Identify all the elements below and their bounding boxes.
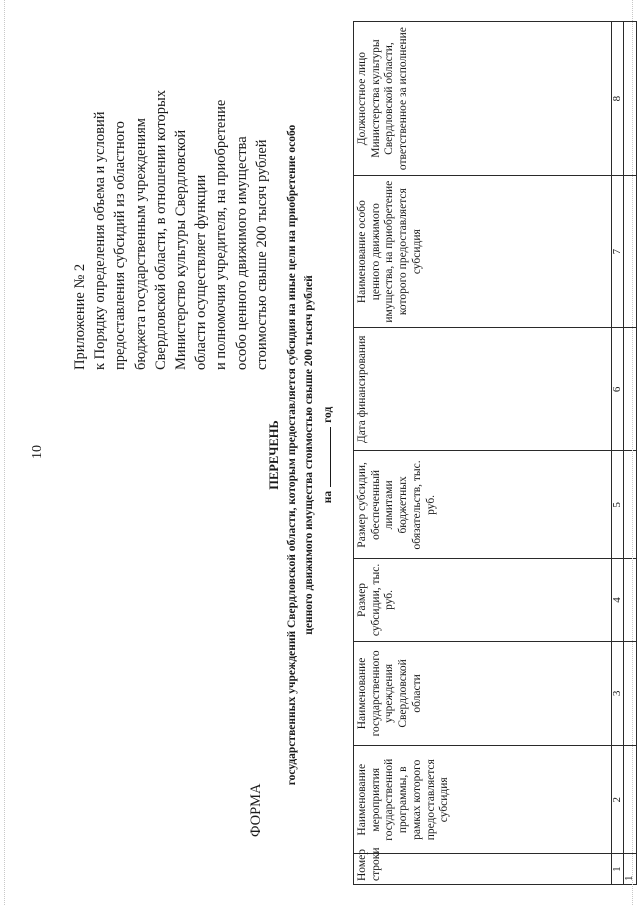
column-header: Должностное лицо Министерства культуры Свердловской области, ответственное за исполнение	[354, 22, 612, 176]
table-cell[interactable]	[624, 328, 637, 451]
document-title	[266, 45, 337, 865]
appendix-line: бюджета государственным учреждениям	[132, 118, 149, 370]
table-cell[interactable]	[624, 559, 637, 641]
column-header: Наименование мероприятия государственной программы, в рамках которого предоставляется субсидия	[354, 746, 612, 854]
title-year-line	[319, 45, 338, 865]
page-number: 10	[30, 445, 45, 459]
year-prefix: на	[321, 490, 334, 504]
column-number-cell: 6	[612, 328, 624, 451]
appendix-line: особо ценного движимого имущества	[233, 136, 250, 370]
year-suffix: год	[321, 406, 334, 423]
column-header: Наименование государственного учреждения Свердловской области	[354, 641, 612, 746]
column-number-cell: 2	[612, 746, 624, 854]
appendix-line: предоставления субсидий из областного	[112, 121, 129, 370]
table-column-numbers-row	[612, 22, 624, 885]
appendix-line: Приложение № 2	[72, 263, 88, 370]
column-number-cell: 5	[612, 451, 624, 559]
column-number-cell: 4	[612, 559, 624, 641]
table-cell[interactable]	[624, 176, 637, 328]
table-row	[624, 22, 637, 885]
table-cell[interactable]	[624, 746, 637, 854]
year-blank-field[interactable]	[319, 427, 331, 487]
table-header-row	[354, 22, 612, 885]
column-number-cell: 7	[612, 176, 624, 328]
form-label: ФОРМА	[248, 783, 264, 837]
appendix-note	[70, 40, 272, 370]
column-number-cell: 3	[612, 641, 624, 746]
appendix-line: Свердловской области, в отношении которых	[152, 89, 169, 370]
column-number-cell: 1	[612, 854, 624, 885]
appendix-line: области осуществляет функции	[193, 174, 210, 370]
column-header: Номер строки	[354, 854, 612, 885]
column-header: Дата финансирования	[354, 328, 612, 451]
table-cell[interactable]	[624, 22, 637, 176]
appendix-line: и полномочия учредителя, на приобретение	[213, 99, 230, 370]
title-line-1: государственных учреждений Свердловской области, которым предоставляется субсидия на иные цели на приобретение особо	[285, 124, 298, 786]
scan-edge-top	[4, 0, 5, 905]
table-cell[interactable]	[624, 641, 637, 746]
title-main: ПЕРЕЧЕНЬ	[267, 420, 281, 490]
title-line-2: ценного движимого имущества стоимостью свыше 200 тысяч рублей	[303, 275, 315, 635]
column-header: Размер субсидии, тыс. руб.	[354, 559, 612, 641]
appendix-line: стоимостью свыше 200 тысяч рублей	[253, 139, 270, 370]
list-table	[353, 21, 637, 885]
column-header: Размер субсидии, обеспеченный лимитами бюджетных обязательств, тыс. руб.	[354, 451, 612, 559]
table-cell[interactable]	[624, 451, 637, 559]
column-header: Наименование особо ценного движимого имущества, на приобретение которого предоставляется субсидия	[354, 176, 612, 328]
column-number-cell: 8	[612, 22, 624, 176]
table-cell[interactable]: 1	[624, 854, 637, 885]
scan-edge-bottom	[632, 0, 633, 905]
appendix-line: Министерство культуры Свердловской	[173, 129, 190, 370]
appendix-line: к Порядку определения объема и условий	[92, 111, 109, 370]
